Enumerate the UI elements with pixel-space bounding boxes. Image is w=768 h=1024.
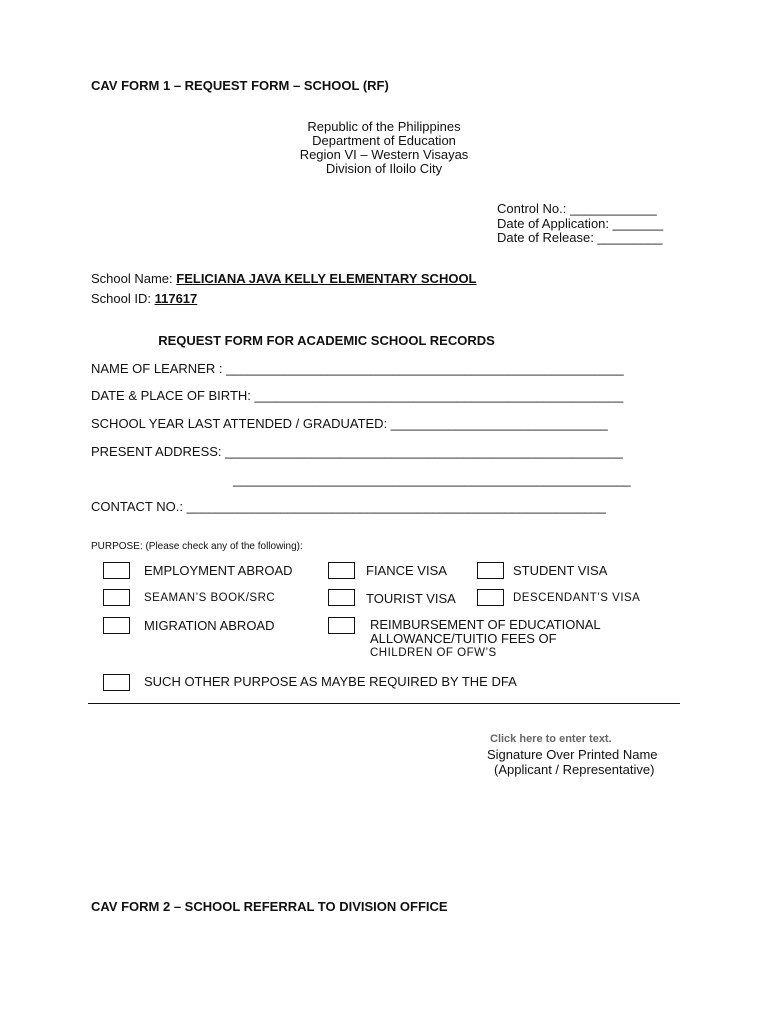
- descendants-visa-label: DESCENDANT’S VISA: [513, 592, 641, 604]
- date-place-of-birth-field[interactable]: DATE & PLACE OF BIRTH: ___________________________________________________: [91, 388, 624, 403]
- student-visa-checkbox[interactable]: [477, 562, 504, 579]
- reimbursement-label-line-2: ALLOWANCE/TUITIO FEES OF: [370, 631, 557, 646]
- seamans-book-label: SEAMAN’S BOOK/SRC: [144, 592, 276, 604]
- school-id-row: [91, 291, 197, 306]
- header-line-republic: Republic of the Philippines: [307, 119, 461, 134]
- reimbursement-checkbox[interactable]: [328, 617, 355, 634]
- header-line-region: Region VI – Western Visayas: [299, 147, 469, 162]
- school-name-label: School Name:: [91, 271, 177, 286]
- seamans-book-checkbox[interactable]: [103, 589, 130, 606]
- signature-caption: Signature Over Printed Name: [487, 747, 658, 762]
- school-id-label: School ID:: [91, 291, 155, 306]
- header-line-department: Department of Education: [312, 133, 456, 148]
- present-address-line-2[interactable]: _______________________________________________________: [233, 472, 631, 487]
- other-purpose-checkbox[interactable]: [103, 674, 130, 691]
- reimbursement-label-line-1: REIMBURSEMENT OF EDUCATIONAL: [370, 617, 601, 632]
- contact-no-field[interactable]: CONTACT NO.: __________________________________________________________: [91, 499, 606, 514]
- school-id-value: 117617: [154, 291, 198, 306]
- migration-abroad-checkbox[interactable]: [103, 617, 130, 634]
- fiance-visa-checkbox[interactable]: [328, 562, 355, 579]
- date-of-release-field[interactable]: Date of Release: _________: [497, 230, 663, 245]
- signature-text-placeholder[interactable]: Click here to enter text.: [490, 733, 612, 745]
- reimbursement-label: [370, 618, 601, 660]
- fiance-visa-label: FIANCE VISA: [366, 563, 447, 578]
- form-title: CAV FORM 1 – REQUEST FORM – SCHOOL (RF): [91, 78, 389, 93]
- tourist-visa-checkbox[interactable]: [328, 589, 355, 606]
- tourist-visa-label: TOURIST VISA: [366, 591, 456, 606]
- section-divider: [88, 703, 680, 704]
- name-of-learner-field[interactable]: NAME OF LEARNER : _______________________________________________________: [91, 361, 624, 376]
- descendants-visa-checkbox[interactable]: [477, 589, 504, 606]
- school-name-row: [91, 271, 477, 286]
- other-purpose-label: SUCH OTHER PURPOSE AS MAYBE REQUIRED BY THE DFA: [144, 674, 517, 689]
- header-line-division: Division of Iloilo City: [325, 161, 443, 176]
- school-year-field[interactable]: SCHOOL YEAR LAST ATTENDED / GRADUATED: ______________________________: [91, 416, 608, 431]
- student-visa-label: STUDENT VISA: [513, 563, 608, 578]
- school-name-value: FELICIANA JAVA KELLY ELEMENTARY SCHOOL: [176, 271, 477, 286]
- employment-abroad-label: EMPLOYMENT ABROAD: [144, 563, 293, 578]
- signature-block: [487, 747, 658, 777]
- request-form-title: REQUEST FORM FOR ACADEMIC SCHOOL RECORDS: [158, 333, 495, 348]
- reimbursement-label-line-3: CHILDREN OF OFW’S: [370, 647, 497, 659]
- date-of-application-field[interactable]: Date of Application: _______: [497, 215, 664, 231]
- control-block: [497, 202, 663, 246]
- next-form-title: CAV FORM 2 – SCHOOL REFERRAL TO DIVISION OFFICE: [91, 899, 448, 914]
- signature-role: (Applicant / Representative): [494, 762, 655, 777]
- purpose-label: PURPOSE: (Please check any of the following):: [91, 541, 303, 552]
- present-address-field[interactable]: PRESENT ADDRESS: _______________________________________________________: [91, 444, 623, 459]
- issuing-office-header: [0, 120, 768, 176]
- migration-abroad-label: MIGRATION ABROAD: [144, 618, 275, 633]
- control-no-field[interactable]: Control No.: ____________: [497, 201, 657, 216]
- employment-abroad-checkbox[interactable]: [103, 562, 130, 579]
